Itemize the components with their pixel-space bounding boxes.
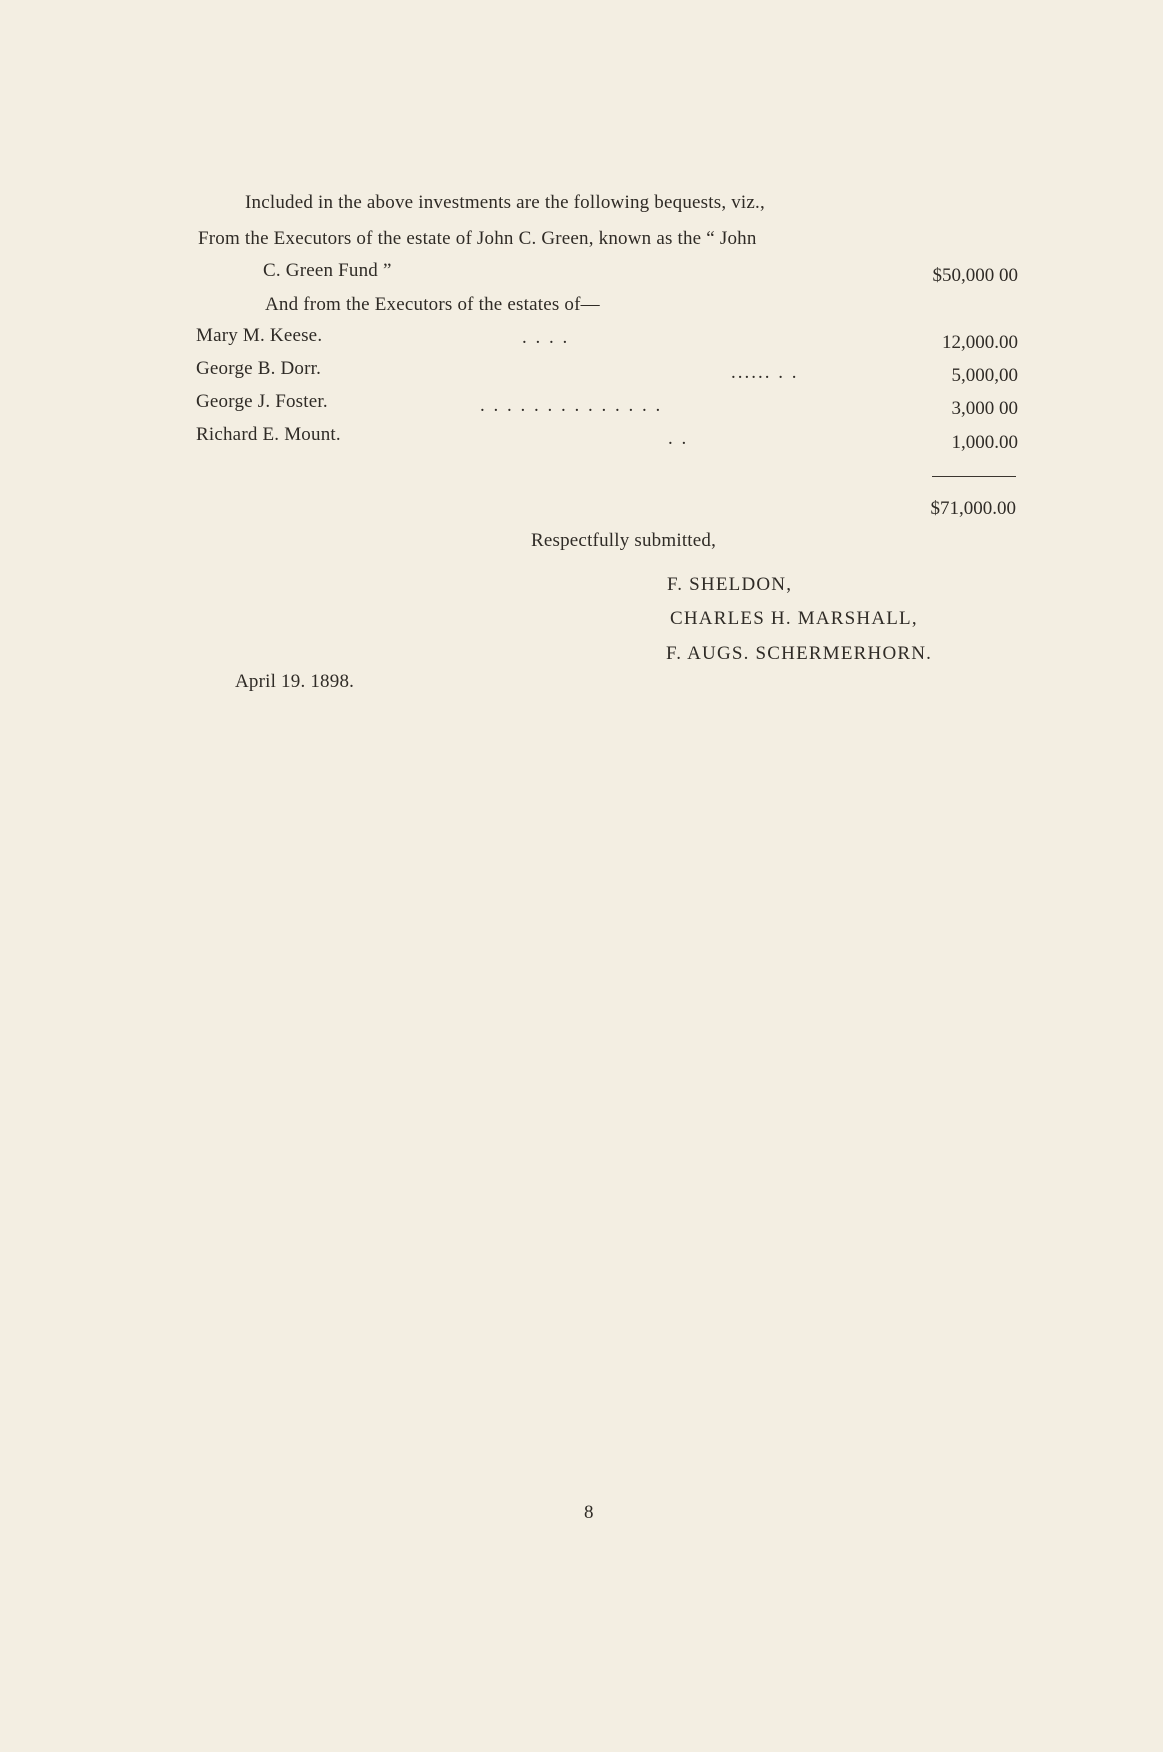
page-number: 8 <box>584 1502 594 1523</box>
bequest-leader-dorr: ...... . . <box>731 362 799 383</box>
signatory-sheldon: F. SHELDON, <box>667 574 793 595</box>
bequest-amount-dorr: 5,000,00 <box>951 365 1018 386</box>
bequest-name-keese: Mary M. Keese. <box>196 325 323 346</box>
signatory-marshall: CHARLES H. MARSHALL, <box>670 608 918 629</box>
bequest-name-dorr: George B. Dorr. <box>196 358 322 379</box>
bequest-leader-foster: . . . . . . . . . . . . . . <box>480 395 663 416</box>
bequest-name-foster: George J. Foster. <box>196 391 328 412</box>
bequest-amount-foster: 3,000 00 <box>951 398 1018 419</box>
green-fund-amount: $50,000 00 <box>932 265 1018 286</box>
intro-line-2: From the Executors of the estate of John C. Green, known as the “ John <box>198 228 757 249</box>
bequest-name-mount: Richard E. Mount. <box>196 424 341 445</box>
total-rule <box>932 476 1016 477</box>
closing-phrase: Respectfully submitted, <box>531 530 717 551</box>
bequest-amount-mount: 1,000.00 <box>951 432 1018 453</box>
report-date: April 19. 1898. <box>235 671 355 692</box>
bequest-amount-keese: 12,000.00 <box>942 332 1018 353</box>
bequest-leader-mount: . . <box>668 428 689 449</box>
intro-line-3: C. Green Fund ” <box>263 260 392 281</box>
intro-line-4: And from the Executors of the estates of— <box>265 294 600 315</box>
bequest-leader-keese: . . . . <box>522 327 570 348</box>
intro-line-1: Included in the above investments are the following bequests, viz., <box>245 192 765 213</box>
signatory-schermerhorn: F. AUGS. SCHERMERHORN. <box>666 643 933 664</box>
total-amount: $71,000.00 <box>930 498 1016 519</box>
